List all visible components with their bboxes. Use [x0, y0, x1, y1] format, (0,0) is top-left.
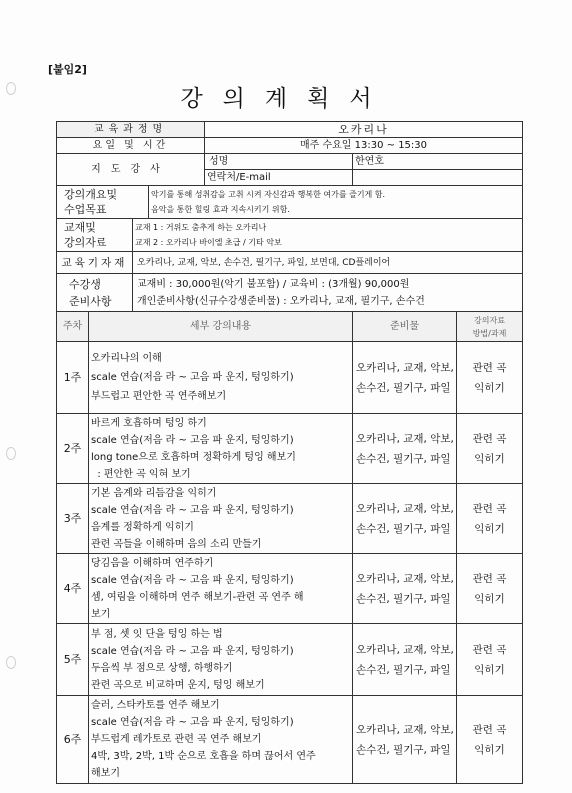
course-name-label: 교육과정명	[57, 122, 205, 138]
content-line: 해보기	[91, 768, 120, 779]
method-header-line1: 강의자료	[474, 315, 505, 325]
method-line: 익히기	[474, 452, 505, 465]
week-method	[457, 554, 523, 624]
method-line: 익히기	[474, 743, 505, 756]
name-value: 한연호	[353, 154, 523, 170]
materials-label-line1: 교재및	[64, 221, 96, 234]
prep-label-line2: 준비사항	[69, 294, 112, 308]
method-line: 익히기	[474, 522, 505, 535]
week-row	[57, 342, 523, 414]
prep-line: 손수건, 필기구, 파일	[356, 592, 451, 605]
week-method	[457, 624, 523, 696]
document-title: 강의계획서	[180, 86, 392, 112]
content-line: 기본 음계와 리듬감을 익히기	[91, 487, 217, 499]
content-line: scale 연습(저음 라 ~ 고음 파 운지, 텅잉하기)	[91, 574, 294, 586]
course-name-value: 오카리나	[205, 122, 523, 138]
week-number: 1주	[57, 342, 89, 414]
name-label: 성명	[205, 154, 353, 170]
week-prep	[353, 414, 457, 484]
week-row	[57, 624, 523, 696]
week-content	[89, 696, 353, 784]
content-line: 오카리나의 이해	[91, 353, 162, 364]
week-prep	[353, 484, 457, 554]
materials-label	[57, 219, 133, 252]
week-content	[89, 624, 353, 696]
method-line: 익히기	[474, 592, 505, 605]
goals-label	[57, 186, 149, 219]
prep-line-2: 개인준비사항(신규수강생준비물) : 오카리나, 교재, 필기구, 손수건	[137, 295, 425, 307]
week-prep	[353, 554, 457, 624]
week-content	[89, 554, 353, 624]
prep-value	[133, 274, 523, 312]
method-line: 관련 곡	[472, 502, 507, 515]
content-line: scale 연습(저음 라 ~ 고음 파 운지, 텅잉하기)	[91, 372, 294, 383]
content-line: 음계를 정확하게 익히기	[91, 521, 194, 533]
materials-value	[133, 219, 523, 252]
punch-hole-middle	[6, 447, 16, 460]
goals-label-line2: 수업목표	[64, 203, 107, 216]
week-row	[57, 696, 523, 784]
schedule-value: 매주 수요일 13:30 ~ 15:30	[205, 138, 523, 154]
content-line: long tone으로 호흡하며 정확하게 텅잉 해보기	[91, 451, 296, 463]
material-line-1: 교재 1 : 거위도 춤추게 하는 오카리나	[135, 223, 267, 232]
method-line: 익히기	[474, 663, 505, 676]
prep-line: 손수건, 필기구, 파일	[356, 452, 451, 465]
method-line: 관련 곡	[472, 723, 507, 736]
week-number: 5주	[57, 624, 89, 696]
prep-line: 손수건, 필기구, 파일	[356, 663, 451, 676]
content-line: 부드럽게 레가토로 관련 곡 연주 해보기	[91, 734, 262, 745]
prep-line: 오카리나, 교재, 악보,	[356, 502, 454, 515]
goal-line-1: 악기를 통해 성취감을 고취 시켜 자신감과 행복한 여가를 즐기게 함.	[151, 190, 386, 199]
content-line: 두음씩 부 점으로 상행, 하행하기	[91, 662, 233, 674]
prep-line: 손수건, 필기구, 파일	[356, 381, 451, 394]
equipment-value: 오카리나, 교재, 악보, 손수건, 필기구, 파일, 보면대, CD플레이어	[133, 252, 523, 274]
instructor-label: 지도강사	[57, 154, 205, 186]
content-line: 관련 곡으로 비교하며 운지, 텅잉 해보기	[91, 679, 265, 691]
prep-line: 손수건, 필기구, 파일	[356, 522, 451, 535]
goal-line-2: 음악을 통한 힐링 효과 지속시키기 위함.	[151, 205, 290, 214]
prep-header: 준비물	[353, 312, 457, 342]
content-line: scale 연습(저음 라 ~ 고음 파 운지, 텅잉하기)	[91, 504, 294, 516]
goals-label-line1: 강의개요및	[64, 188, 118, 201]
prep-line-1: 교재비 : 30,000원(악기 불포함) / 교육비 : (3개월) 90,000원	[137, 278, 410, 290]
materials-label-line2: 강의자료	[64, 236, 107, 249]
method-line: 관련 곡	[472, 643, 507, 656]
week-content	[89, 342, 353, 414]
week-method	[457, 414, 523, 484]
content-line: 당김음을 이해하며 연주하기	[91, 557, 214, 569]
content-line: 바르게 호흡하며 텅잉 하기	[91, 417, 207, 429]
content-line: 4박, 3박, 2박, 1박 순으로 호흡을 하며 끊어서 연주	[91, 751, 316, 762]
week-number: 6주	[57, 696, 89, 784]
content-line: 부 점, 셋 잇 단을 텅잉 하는 법	[91, 628, 223, 640]
week-row	[57, 484, 523, 554]
content-line: scale 연습(저음 라 ~ 고음 파 운지, 텅잉하기)	[91, 434, 294, 446]
content-line: scale 연습(저음 라 ~ 고음 파 운지, 텅잉하기)	[91, 645, 294, 657]
lecture-plan-table	[56, 121, 523, 784]
goals-value	[149, 186, 523, 219]
week-method	[457, 484, 523, 554]
content-line: scale 연습(저음 라 ~ 고음 파 운지, 텅잉하기)	[91, 717, 294, 728]
week-row	[57, 554, 523, 624]
prep-line: 오카리나, 교재, 악보,	[356, 572, 454, 585]
content-line: 보기	[91, 608, 111, 620]
equipment-label: 교육기자재	[57, 252, 133, 274]
content-line: 셈, 여림을 이해하며 연주 해보기-관련 곡 연주 해	[91, 591, 304, 603]
week-number: 4주	[57, 554, 89, 624]
prep-label-line1: 수강생	[69, 277, 101, 291]
method-header-line2: 방법/과제	[472, 328, 507, 338]
contact-label: 연락처/E-mail	[205, 170, 353, 186]
method-header	[457, 312, 523, 342]
week-prep	[353, 342, 457, 414]
content-header: 세부 강의내용	[89, 312, 353, 342]
content-line: 관련 곡들을 이해하며 음의 소리 만들기	[91, 538, 262, 550]
week-method	[457, 342, 523, 414]
week-prep	[353, 624, 457, 696]
contact-value	[353, 170, 523, 186]
method-line: 관련 곡	[472, 361, 507, 374]
prep-line: 오카리나, 교재, 악보,	[356, 432, 454, 445]
week-method	[457, 696, 523, 784]
punch-hole-bottom	[6, 656, 16, 669]
week-row	[57, 414, 523, 484]
prep-label	[57, 274, 133, 312]
method-line: 관련 곡	[472, 432, 507, 445]
content-line: 부드럽고 편안한 곡 연주해보기	[91, 391, 227, 402]
material-line-2: 교재 2 : 오카리나 바이엘 초급 / 기타 악보	[135, 238, 282, 247]
prep-line: 오카리나, 교재, 악보,	[356, 723, 454, 736]
method-line: 익히기	[474, 381, 505, 394]
week-number: 2주	[57, 414, 89, 484]
week-header: 주차	[57, 312, 89, 342]
method-line: 관련 곡	[472, 572, 507, 585]
prep-line: 손수건, 필기구, 파일	[356, 743, 451, 756]
attachment-label: [붙임2]	[48, 63, 87, 76]
week-number: 3주	[57, 484, 89, 554]
week-prep	[353, 696, 457, 784]
prep-line: 오카리나, 교재, 악보,	[356, 643, 454, 656]
prep-line: 오카리나, 교재, 악보,	[356, 361, 454, 374]
week-content	[89, 484, 353, 554]
content-line: : 편안한 곡 익혀 보기	[91, 468, 191, 480]
schedule-label: 요일 및 시간	[57, 138, 205, 154]
week-content	[89, 414, 353, 484]
content-line: 슬러, 스타카토를 연주 해보기	[91, 700, 220, 711]
